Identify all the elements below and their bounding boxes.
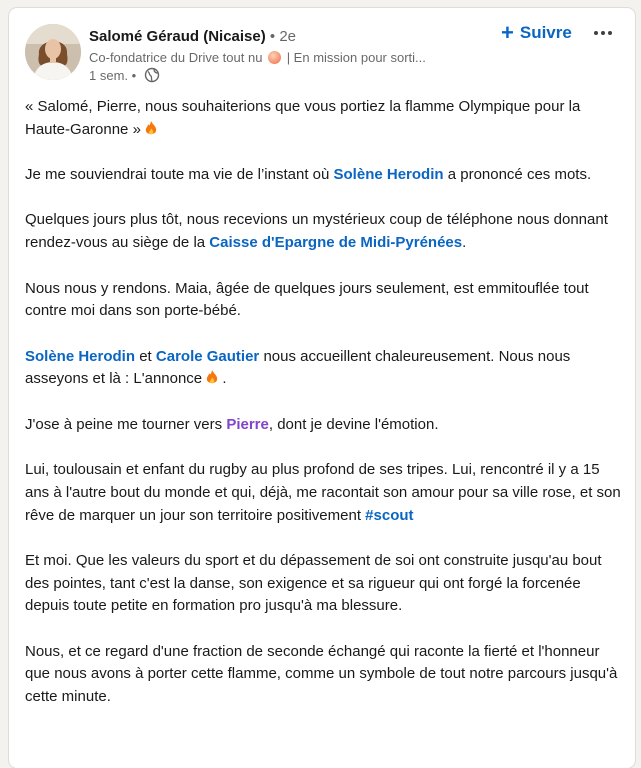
feed-post-card	[9, 8, 635, 768]
ellipsis-dot	[608, 31, 612, 35]
paragraph	[25, 278, 625, 323]
paragraph-text: Nous nous y rendons. Maia, âgée de quelques jours seulement, est emmitouflée tout contre moi dans son porte-bébé.	[25, 279, 589, 320]
paragraph-text: Je me souviendrai toute ma vie de l’instant où	[25, 166, 330, 184]
post-time: 1 sem. •	[89, 68, 137, 83]
peach-emoji-icon	[268, 51, 281, 64]
paragraph-text: , dont je devine l'émotion.	[268, 415, 439, 433]
paragraph-text: a prononcé ces mots.	[447, 166, 592, 184]
profile-photo-icon	[25, 24, 81, 80]
globe-icon	[144, 67, 160, 87]
author-info	[89, 27, 489, 87]
post-body	[25, 96, 625, 732]
author-avatar[interactable]	[25, 24, 81, 80]
more-options-button[interactable]	[589, 20, 617, 46]
paragraph-text: Quelques jours plus tôt, nous recevions un mystérieux coup de téléphone nous donnant rendez-vous au siège de la	[25, 211, 608, 252]
paragraph-text: .	[222, 370, 227, 388]
connection-degree: • 2e	[269, 28, 297, 45]
paragraph	[25, 209, 625, 254]
fire-emoji-icon	[206, 370, 218, 385]
paragraph-text: .	[462, 234, 467, 252]
ellipsis-dot	[601, 31, 605, 35]
paragraph	[25, 641, 625, 709]
paragraph-text: Nous, et ce regard d'une fraction de seconde échangé qui raconte la fierté et l'honneur que nous avons à porter cette flamme, comme un symbole de tout notre parcours jusqu'à cette minute.	[25, 642, 618, 706]
mention-link[interactable]: Solène Herodin	[25, 347, 136, 365]
paragraph	[25, 96, 625, 141]
author-name-row	[89, 27, 489, 47]
paragraph-text: Et moi. Que les valeurs du sport et du dépassement de soi ont construite jusqu'au bout des pointes, tant c'est la danse, son exigence et sa rigueur qui ont forgé la forcenée depuis toute petite en formation pro jusqu'à ma blessure.	[25, 551, 602, 615]
paragraph-text: J'ose à peine me tourner vers	[25, 415, 223, 433]
paragraph	[25, 164, 625, 187]
paragraph	[25, 550, 625, 618]
paragraph-text: et	[139, 347, 152, 365]
mention-link[interactable]: Pierre	[226, 415, 269, 433]
paragraph	[25, 414, 625, 437]
author-name[interactable]: Salomé Géraud (Nicaise)	[89, 28, 266, 45]
headline-text-start: Co-fondatrice du Drive tout nu	[89, 50, 263, 65]
paragraph-text: nous accueillent chaleureusement. Nous nous asseyons et là : L'annonce	[25, 347, 571, 388]
mention-link[interactable]: Solène Herodin	[333, 166, 444, 184]
headline-text-end: | En mission pour sorti...	[286, 50, 426, 65]
mention-link[interactable]: Carole Gautier	[155, 347, 260, 365]
plus-icon: +	[501, 20, 514, 45]
ellipsis-dot	[594, 31, 598, 35]
post-meta	[89, 67, 489, 87]
paragraph	[25, 459, 625, 527]
follow-button[interactable]	[497, 20, 576, 46]
fire-emoji-icon	[145, 121, 157, 136]
hashtag-link[interactable]: #scout	[365, 506, 414, 524]
follow-label: Suivre	[519, 23, 572, 42]
paragraph-text: Lui, toulousain et enfant du rugby au plus profond de ses tripes. Lui, rencontré il y a 15 ans à l'autre bout du monde et qui, déjà, me racontait son amour pour sa ville rose, et son rêve de marquer un jour son territoire positivement	[25, 461, 621, 524]
author-headline	[89, 49, 461, 66]
paragraph-text: « Salomé, Pierre, nous souhaiterions que vous portiez la flamme Olympique pour la Haute-Garonne »	[25, 98, 581, 138]
post-header	[9, 8, 635, 94]
paragraph	[25, 346, 625, 391]
mention-link[interactable]: Caisse d'Epargne de Midi-Pyrénées	[209, 234, 463, 252]
